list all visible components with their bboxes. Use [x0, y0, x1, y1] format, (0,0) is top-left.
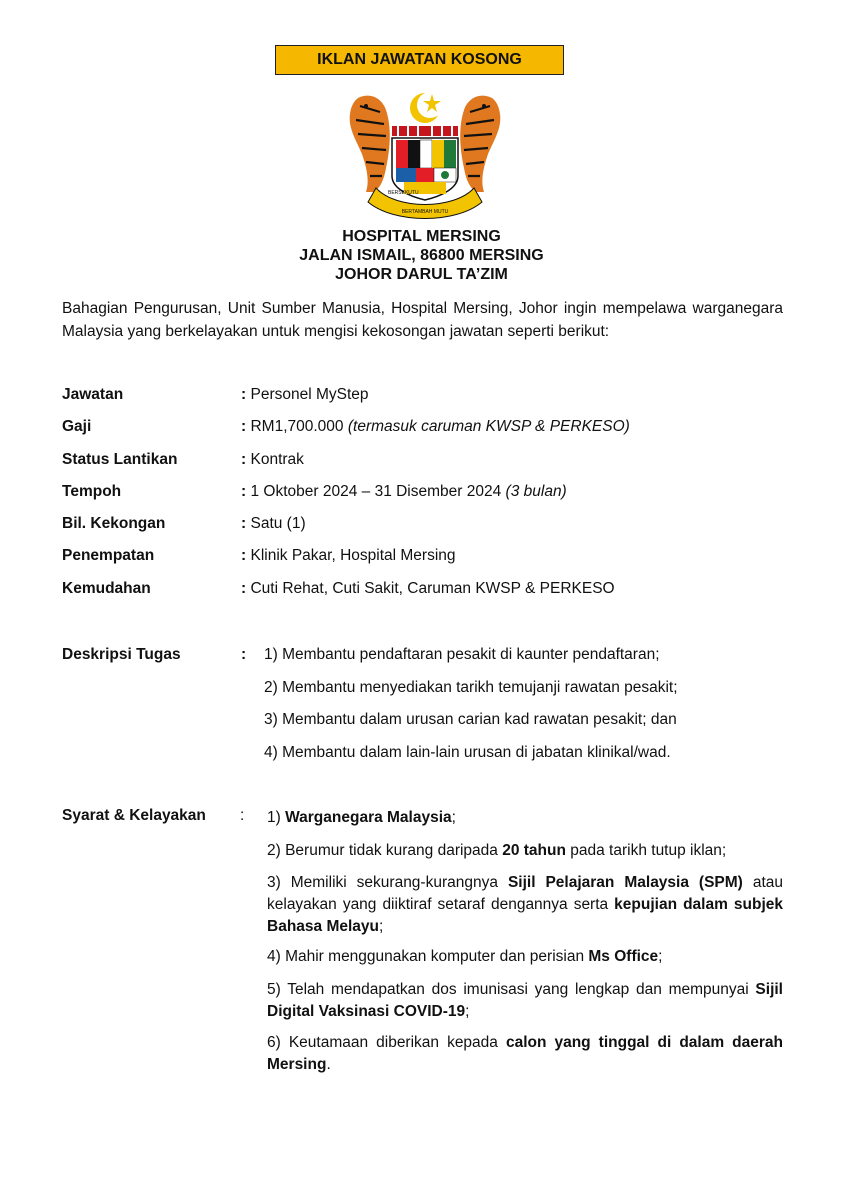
- syarat-colon: :: [240, 807, 245, 824]
- tempoh-note: (3 bulan): [505, 483, 567, 500]
- task-item: 4) Membantu dalam lain-lain urusan di jabatan klinikal/wad.: [264, 744, 671, 761]
- syarat-label: Syarat & Kelayakan: [62, 807, 206, 824]
- hospital-name: HOSPITAL MERSING: [342, 228, 501, 245]
- requirement-item: 1) Warganegara Malaysia;: [267, 809, 456, 826]
- requirement-item: 4) Mahir menggunakan komputer dan perisian Ms Office;: [267, 948, 663, 965]
- motto-center-text: BERTAMBAH MUTU: [401, 209, 449, 215]
- requirement-item: 5) Telah mendapatkan dos imunisasi yang lengkap dan mempunyai Sijil Digital Vaksinasi COVID-19;: [267, 981, 783, 1020]
- status-label: Status Lantikan: [62, 451, 178, 468]
- status-value: Kontrak: [250, 451, 304, 468]
- kemudahan-value: Cuti Rehat, Cuti Sakit, Caruman KWSP & PERKESO: [250, 580, 615, 597]
- requirement-item: 2) Berumur tidak kurang daripada 20 tahun pada tarikh tutup iklan;: [267, 842, 727, 859]
- detail-row-status: [62, 451, 783, 473]
- requirement-item: 6) Keutamaan diberikan kepada calon yang tinggal di dalam daerah Mersing.: [267, 1034, 783, 1073]
- task-item: 3) Membantu dalam urusan carian kad rawatan pesakit; dan: [264, 711, 677, 728]
- hospital-address-line1: JALAN ISMAIL, 86800 MERSING: [299, 247, 544, 264]
- detail-row-jawatan: [62, 386, 783, 408]
- colon: :: [241, 418, 247, 435]
- intro-paragraph: Bahagian Pengurusan, Unit Sumber Manusia, Hospital Mersing, Johor ingin mempelawa warganegara Malaysia yang berkelayakan untuk mengisi kekosongan jawatan seperti berikut:: [62, 300, 783, 340]
- kemudahan-label: Kemudahan: [62, 580, 151, 597]
- detail-row-bil: [62, 515, 783, 537]
- hospital-address-line2: JOHOR DARUL TA’ZIM: [335, 266, 508, 283]
- detail-row-penempatan: [62, 547, 783, 569]
- detail-row-gaji: [62, 418, 783, 440]
- job-vacancy-banner: IKLAN JAWATAN KOSONG: [275, 45, 564, 75]
- detail-row-tempoh: [62, 483, 783, 505]
- task-item: 2) Membantu menyediakan tarikh temujanji rawatan pesakit;: [264, 679, 678, 696]
- bil-value: Satu (1): [250, 515, 306, 532]
- gaji-note: (termasuk caruman KWSP & PERKESO): [347, 418, 630, 435]
- motto-left-text: BERSEKUTU: [388, 190, 419, 196]
- tempoh-label: Tempoh: [62, 483, 122, 500]
- tempoh-value: 1 Oktober 2024 – 31 Disember 2024: [250, 483, 502, 500]
- gaji-label: Gaji: [62, 418, 92, 435]
- task-item: 1) Membantu pendaftaran pesakit di kaunter pendaftaran;: [264, 646, 660, 663]
- colon: :: [241, 515, 247, 532]
- colon: :: [241, 547, 247, 564]
- detail-row-kemudahan: [62, 580, 783, 602]
- deskripsi-label: Deskripsi Tugas: [62, 646, 181, 663]
- penempatan-label: Penempatan: [62, 547, 155, 564]
- bil-label: Bil. Kekongan: [62, 515, 166, 532]
- colon: :: [241, 451, 247, 468]
- colon: :: [241, 386, 247, 403]
- gaji-value: RM1,700.000: [250, 418, 344, 435]
- colon: :: [241, 483, 247, 500]
- colon: :: [241, 580, 247, 597]
- requirement-item: 3) Memiliki sekurang-kurangnya Sijil Pelajaran Malaysia (SPM) atau kelayakan yang diiktiraf setaraf dengannya serta kepujian dalam subjek Bahasa Melayu;: [267, 874, 783, 935]
- deskripsi-colon: :: [241, 646, 247, 663]
- jawatan-value: Personel MyStep: [250, 386, 369, 403]
- penempatan-value: Klinik Pakar, Hospital Mersing: [250, 547, 456, 564]
- coat-of-arms-emblem: [340, 88, 510, 220]
- jawatan-label: Jawatan: [62, 386, 124, 403]
